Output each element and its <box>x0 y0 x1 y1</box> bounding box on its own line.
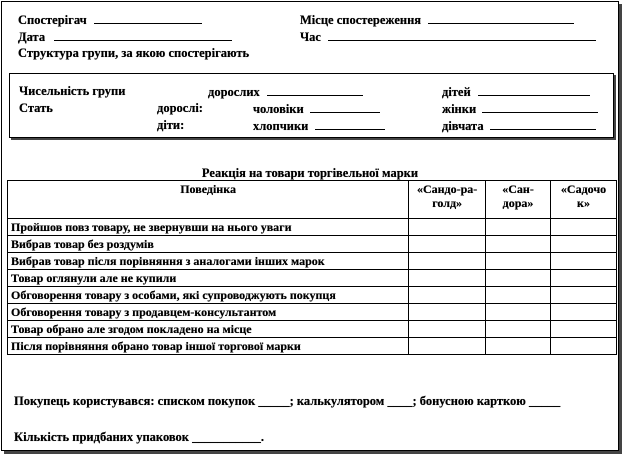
mark-cell[interactable] <box>551 236 617 253</box>
table-row <box>8 219 617 236</box>
behaviour-table <box>7 180 617 355</box>
mark-cell[interactable] <box>409 321 486 338</box>
table-row <box>8 253 617 270</box>
time-label: Час <box>300 30 321 44</box>
men-label: чоловіки <box>253 102 304 116</box>
mark-cell[interactable] <box>409 236 486 253</box>
women-field[interactable] <box>442 101 598 116</box>
behaviour-cell: Вибрав товар після порівняння з аналогами інших марок <box>8 253 409 270</box>
mark-cell[interactable] <box>409 304 486 321</box>
mark-cell[interactable] <box>486 219 551 236</box>
boys-field[interactable] <box>253 118 385 133</box>
mark-cell[interactable] <box>551 270 617 287</box>
table-row <box>8 270 617 287</box>
mark-cell[interactable] <box>486 338 551 355</box>
mark-cell[interactable] <box>551 338 617 355</box>
structure-label: Структура групи, за якою спостерігають <box>18 46 250 60</box>
mark-cell[interactable] <box>551 253 617 270</box>
mark-cell[interactable] <box>486 253 551 270</box>
table-row <box>8 338 617 355</box>
mark-cell[interactable] <box>486 304 551 321</box>
mark-cell[interactable] <box>409 270 486 287</box>
col-header-brand-1: «Сандо-ра-голд» <box>409 181 486 219</box>
table-row <box>8 287 617 304</box>
observer-label: Спостерігач <box>18 13 87 27</box>
girls-field[interactable] <box>442 118 596 133</box>
adults-blank[interactable] <box>267 84 363 96</box>
place-field[interactable] <box>300 12 574 27</box>
boys-label: хлопчики <box>253 119 309 133</box>
behaviour-cell: Пройшов повз товару, не звернувши на нього уваги <box>8 219 409 236</box>
girls-blank[interactable] <box>490 118 596 130</box>
women-blank[interactable] <box>482 101 598 113</box>
mark-cell[interactable] <box>486 270 551 287</box>
gender-label: Стать <box>19 101 53 115</box>
children-label: дітей <box>442 85 471 99</box>
footer-tools-line[interactable]: Покупець користувався: списком покупок _____; калькулятором ____; бонусною карткою _____ <box>14 394 561 408</box>
children-blank[interactable] <box>478 84 590 96</box>
mark-cell[interactable] <box>409 338 486 355</box>
men-field[interactable] <box>253 101 380 116</box>
observer-field[interactable] <box>18 12 202 27</box>
adults-prefix: дорослі: <box>157 101 203 115</box>
behaviour-cell: Обговорення товару з продавцем-консультантом <box>8 304 409 321</box>
behaviour-cell: Обговорення товару з особами, які супроводжують покупця <box>8 287 409 304</box>
mark-cell[interactable] <box>551 304 617 321</box>
table-title: Реакція на товари торгівельної марки <box>201 166 419 180</box>
adults-count-field[interactable] <box>208 84 363 99</box>
table-row <box>8 236 617 253</box>
date-blank[interactable] <box>54 29 232 41</box>
structure-heading <box>18 46 249 60</box>
group-size-label: Чисельність групи <box>19 84 126 98</box>
behaviour-cell: Вибрав товар без роздумів <box>8 236 409 253</box>
mark-cell[interactable] <box>409 287 486 304</box>
col-header-brand-2: «Сан-дора» <box>486 181 551 219</box>
mark-cell[interactable] <box>486 287 551 304</box>
time-field[interactable] <box>300 29 596 44</box>
mark-cell[interactable] <box>409 219 486 236</box>
place-blank[interactable] <box>428 12 574 24</box>
children-count-field[interactable] <box>442 84 590 99</box>
col-header-behaviour: Поведінка <box>8 181 409 219</box>
table-row <box>8 321 617 338</box>
observation-form <box>1 1 619 451</box>
behaviour-cell: Товар оглянули але не купили <box>8 270 409 287</box>
kids-prefix: діти: <box>157 118 185 132</box>
mark-cell[interactable] <box>486 321 551 338</box>
mark-cell[interactable] <box>486 236 551 253</box>
time-blank[interactable] <box>328 29 596 41</box>
mark-cell[interactable] <box>551 321 617 338</box>
table-header-row <box>8 181 617 219</box>
date-field[interactable] <box>18 29 232 44</box>
girls-label: дівчата <box>442 119 484 133</box>
women-label: жінки <box>442 102 477 116</box>
table-row <box>8 304 617 321</box>
mark-cell[interactable] <box>551 219 617 236</box>
date-label: Дата <box>18 30 46 44</box>
men-blank[interactable] <box>310 101 380 113</box>
adults-label: дорослих <box>208 85 260 99</box>
footer-quantity-line[interactable]: Кількість придбаних упаковок ___________. <box>14 430 265 444</box>
group-box <box>9 73 614 138</box>
mark-cell[interactable] <box>551 287 617 304</box>
behaviour-cell: Товар обрано але згодом покладено на місце <box>8 321 409 338</box>
observer-blank[interactable] <box>94 12 202 24</box>
col-header-brand-3: «Садочо к» <box>551 181 617 219</box>
mark-cell[interactable] <box>409 253 486 270</box>
boys-blank[interactable] <box>315 118 385 130</box>
place-label: Місце спостереження <box>300 13 422 27</box>
behaviour-cell: Після порівняння обрано товар іншої торгової марки <box>8 338 409 355</box>
